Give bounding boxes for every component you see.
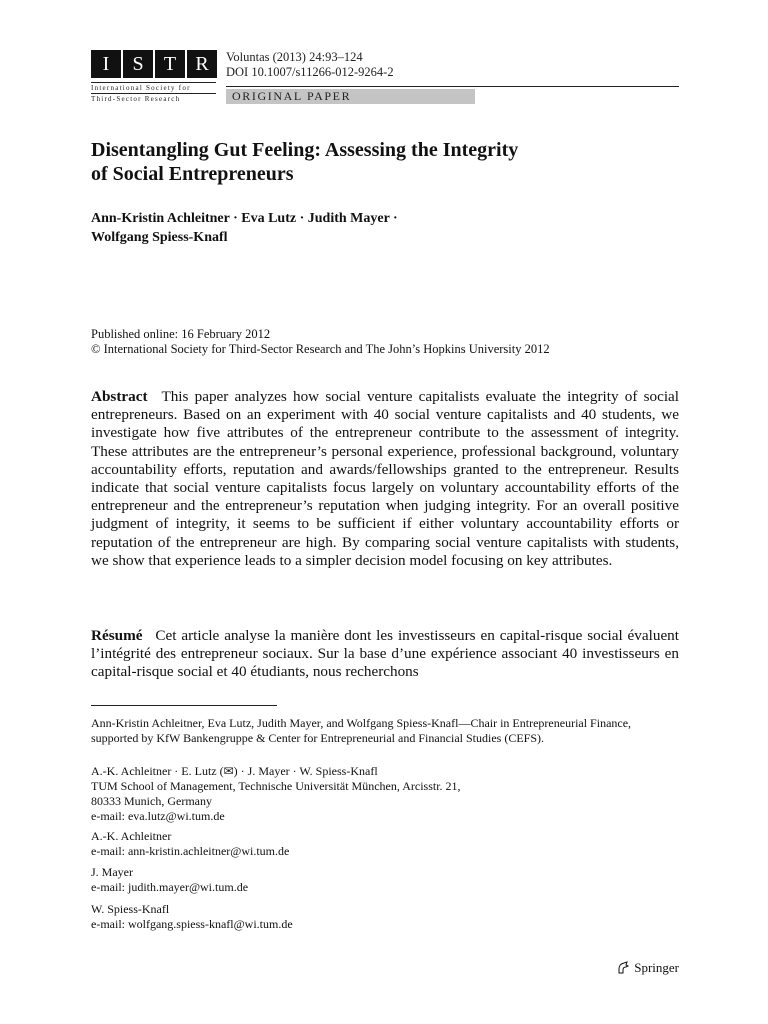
affiliation-block-main (91, 764, 461, 824)
doi-link[interactable]: DOI 10.1007/s11266-012-9264-2 (226, 65, 394, 79)
affiliation-name: A.-K. Achleitner (91, 829, 172, 843)
publisher-name: Springer (634, 960, 679, 975)
title-line: of Social Entrepreneurs (91, 163, 294, 185)
logo-letter: S (123, 50, 153, 78)
logo-divider (91, 82, 216, 83)
header-rule (226, 86, 679, 87)
logo-divider (91, 93, 216, 94)
affiliation-email[interactable]: e-mail: judith.mayer@wi.tum.de (91, 880, 249, 894)
footnote-rule (91, 705, 277, 706)
affiliation-authors: A.-K. Achleitner · E. Lutz (✉) · J. Mayer · W. Spiess-Knafl (91, 764, 378, 778)
logo-subtitle-line1: International Society for (91, 84, 191, 92)
authors-line: Wolfgang Spiess-Knafl (91, 230, 228, 245)
logo-subtitle-line2: Third-Sector Research (91, 95, 181, 103)
affiliation-name: W. Spiess-Knafl (91, 902, 170, 916)
affiliation-city: 80333 Munich, Germany (91, 794, 212, 808)
abstract-text: This paper analyzes how social venture capitalists evaluate the integrity of social entrepreneurs. Based on an experiment with 40 social venture capitalists and 40 students, we investigate how five attributes of the entrepreneur contribute to the assessment of integrity. These attributes are the entrepreneur’s personal experience, professional background, voluntary accountability efforts, reputation and awards/fellowships granted to the entrepreneur. Results indicate that social venture capitalists focus largely on voluntary accountability efforts of the entrepreneur and the entrepreneur’s reputation when judging integrity. For an overall positive judgment of integrity, it seems to be sufficient if either voluntary accountability efforts or reputation of the entrepreneur are high. By comparing social venture capitalists with students, we show that experience leads to a simpler decision model focusing on key attributes. (91, 388, 680, 569)
affiliation-institution: TUM School of Management, Technische Universität München, Arcisstr. 21, (91, 779, 461, 793)
paper-type-banner: ORIGINAL PAPER (226, 89, 475, 104)
publisher-mark (616, 960, 679, 976)
funding-footnote: Ann-Kristin Achleitner, Eva Lutz, Judith Mayer, and Wolfgang Spiess-Knafl—Chair in Entrepreneurial Finance, supported by KfW Bankengruppe & Center for Entrepreneurial and Financial Studies (CEFS). (91, 716, 632, 745)
logo-letter: T (155, 50, 185, 78)
logo-letter: I (91, 50, 121, 78)
affiliation-block-spiess-knafl (91, 902, 293, 932)
affiliation-block-mayer (91, 865, 248, 895)
title-line: Disentangling Gut Feeling: Assessing the Integrity (91, 139, 519, 161)
resume-section (91, 627, 679, 682)
resume-text: Cet article analyse la manière dont les investisseurs en capital-risque social évaluent l’intégrité des entrepreneur sociaux. Sur la base d’une expérience associant 40 investisseurs en capital-risque social et 40 étudiants, nous recherchons (91, 627, 679, 681)
resume-label: Résumé (91, 627, 143, 644)
abstract-section (91, 388, 679, 570)
abstract-label: Abstract (91, 388, 148, 405)
published-date: Published online: 16 February 2012 (91, 327, 271, 341)
affiliation-email[interactable]: e-mail: eva.lutz@wi.tum.de (91, 809, 225, 823)
copyright-notice: © International Society for Third-Sector Research and The John’s Hopkins University 2012 (91, 342, 550, 356)
article-title (91, 138, 681, 186)
author-list (91, 209, 681, 247)
affiliation-email[interactable]: e-mail: ann-kristin.achleitner@wi.tum.de (91, 844, 290, 858)
springer-horse-icon (616, 961, 630, 975)
journal-citation: Voluntas (2013) 24:93–124 (226, 50, 363, 64)
affiliation-block-achleitner (91, 829, 289, 859)
authors-line: Ann-Kristin Achleitner · Eva Lutz · Judith Mayer · (91, 211, 398, 226)
logo-letter: R (187, 50, 217, 78)
affiliation-email[interactable]: e-mail: wolfgang.spiess-knafl@wi.tum.de (91, 917, 293, 931)
affiliation-name: J. Mayer (91, 865, 133, 879)
